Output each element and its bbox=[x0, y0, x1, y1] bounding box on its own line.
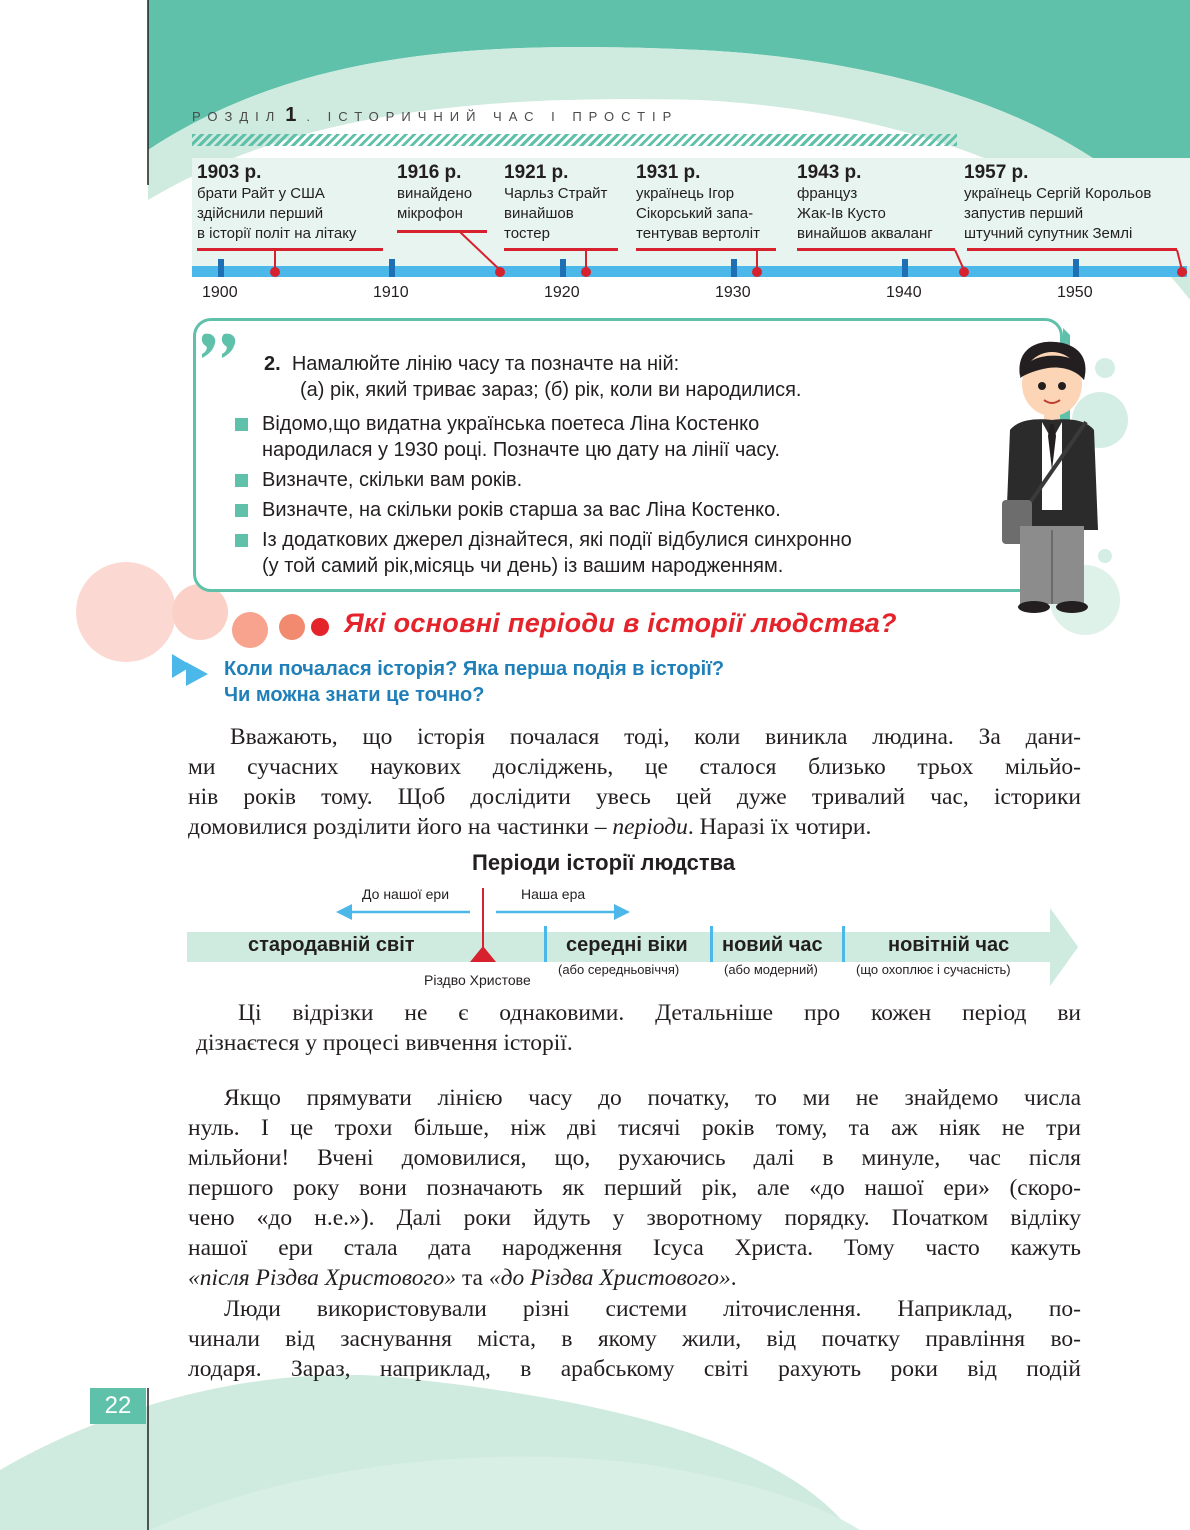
period-divider bbox=[710, 926, 713, 962]
para-emphasis: «після Різдва Христового» bbox=[188, 1265, 457, 1291]
question-line-2: Чи можна знати це точно? bbox=[224, 684, 485, 706]
period-modern: новий час bbox=[722, 934, 823, 956]
para-line: лодаря. Зараз, наприклад, в арабському світі рахують роки від подій bbox=[188, 1356, 1081, 1382]
task-text: Намалюйте лінію часу та позначте на ній: bbox=[291, 353, 680, 375]
period-contemporary: новітній час bbox=[888, 934, 1010, 956]
task-bullet-1a: Відомо,що видатна українська поетеса Ліна Костенко bbox=[262, 413, 760, 435]
decade-label: 1950 bbox=[1057, 284, 1093, 301]
event-text: винайшов акваланг bbox=[797, 225, 933, 242]
para-text: . bbox=[730, 1265, 737, 1291]
event-text: брати Райт у США bbox=[197, 185, 325, 202]
para-line: дізнаєтеся у процесі вивчення історії. bbox=[196, 1030, 573, 1056]
event-text: в історії політ на літаку bbox=[197, 225, 357, 242]
event-text: мікрофон bbox=[397, 205, 463, 222]
para-line: чинали від заснування міста, в якому жили, від початку правління во- bbox=[188, 1326, 1081, 1352]
para-line: нашої ери стала дата народження Ісуса Христа. Тому часто кажуть bbox=[188, 1235, 1081, 1261]
period-contemporary-sub: (що охоплює і сучасність) bbox=[856, 962, 1011, 977]
decade-label: 1940 bbox=[886, 284, 922, 301]
para-line: Вважають, що історія почалася тоді, коли виникла людина. За дани- bbox=[230, 724, 1081, 750]
period-divider bbox=[544, 926, 547, 962]
decade-label: 1910 bbox=[373, 284, 409, 301]
decade-label: 1920 bbox=[544, 284, 580, 301]
para-line: Ці відрізки не є однаковими. Детальніше про кожен період ви bbox=[238, 1000, 1081, 1026]
para-emphasis: «до Різдва Христового» bbox=[488, 1265, 731, 1291]
task-bullet-1b: народилася у 1930 році. Позначте цю дату на лінії часу. bbox=[262, 439, 780, 461]
periods-title: Періоди історії людства bbox=[472, 850, 736, 875]
para-line: чено «до н.е.»). Далі роки йдуть у зворотному порядку. Початком відліку bbox=[188, 1205, 1081, 1231]
period-middle-ages: середні віки bbox=[566, 934, 688, 956]
event-year: 1957 р. bbox=[964, 162, 1029, 183]
paragraph-2 bbox=[196, 998, 1081, 1058]
para-text: . Наразі їх чотири. bbox=[687, 814, 872, 840]
christmas-label: Різдво Христове bbox=[424, 972, 531, 988]
task-bullet-4a: Із додаткових джерел дізнайтеся, які події відбулися синхронно bbox=[262, 529, 852, 551]
event-text: здійснили перший bbox=[197, 205, 324, 222]
task-bullet-2: Визначте, скільки вам років. bbox=[262, 469, 523, 491]
para-text: та bbox=[456, 1265, 489, 1291]
section-title: . ІСТОРИЧНИЙ ЧАС І ПРОСТІР bbox=[306, 109, 679, 124]
section-number: 1 bbox=[285, 104, 297, 126]
event-text: українець Сергій Корольов bbox=[964, 185, 1152, 202]
our-era-label: Наша ера bbox=[521, 886, 586, 902]
para-line: Якщо прямувати лінією часу до початку, то ми не знайдемо числа bbox=[224, 1085, 1081, 1111]
event-text: Сікорський запа- bbox=[636, 205, 754, 222]
decade-label: 1930 bbox=[715, 284, 751, 301]
period-ancient: стародавній світ bbox=[248, 934, 415, 956]
event-text: Чарльз Страйт bbox=[504, 185, 608, 202]
event-text: українець Ігор bbox=[636, 185, 735, 202]
before-era-label: До нашої ери bbox=[362, 886, 450, 902]
event-text: винайшов bbox=[504, 205, 574, 222]
para-line: нів років тому. Щоб дослідити увесь цей дуже тривалий час, історики bbox=[188, 784, 1081, 810]
event-year: 1943 р. bbox=[797, 162, 862, 183]
event-text: запустив перший bbox=[964, 205, 1084, 222]
para-line: Люди використовували різні системи літочислення. Наприклад, по- bbox=[224, 1296, 1081, 1322]
para-line bbox=[188, 1263, 1081, 1293]
section-word: РОЗДІЛ bbox=[192, 109, 282, 124]
question-line-1: Коли почалася історія? Яка перша подія в історії? bbox=[224, 658, 725, 680]
period-middle-ages-sub: (або середньовіччя) bbox=[558, 962, 680, 977]
para-text: домовилися розділити його на частинки – bbox=[188, 814, 613, 840]
section-heading: Які основні періоди в історії людства? bbox=[344, 608, 897, 638]
period-modern-sub: (або модерний) bbox=[724, 962, 818, 977]
para-line: першого року вони позначають як перший рік, але «до нашої ери» (скоро- bbox=[188, 1175, 1081, 1201]
task-line-2: (а) рік, який триває зараз; (б) рік, коли ви народилися. bbox=[300, 379, 802, 401]
para-line: ми сучасних наукових досліджень, це сталося близько трьох мільйо- bbox=[188, 754, 1081, 780]
event-text: штучний супутник Землі bbox=[964, 225, 1133, 242]
paragraph-4 bbox=[188, 1294, 1081, 1384]
event-year: 1903 р. bbox=[197, 162, 262, 183]
task-number: 2. bbox=[264, 353, 281, 375]
period-divider bbox=[842, 926, 845, 962]
paragraph-3 bbox=[188, 1083, 1081, 1293]
event-text: тостер bbox=[504, 225, 550, 242]
event-year: 1916 р. bbox=[397, 162, 462, 183]
para-line: нуль. І це трохи більше, ніж дві тисячі років тому, та аж ніяк не три bbox=[188, 1115, 1081, 1141]
event-text: Жак-Ів Кусто bbox=[797, 205, 886, 222]
page-number: 22 bbox=[90, 1388, 146, 1424]
event-text: француз bbox=[797, 185, 858, 202]
event-text: тентував вертоліт bbox=[636, 225, 760, 242]
event-year: 1931 р. bbox=[636, 162, 701, 183]
task-bullet-4b: (у той самий рік,місяць чи день) із вашим народженням. bbox=[262, 555, 784, 577]
event-year: 1921 р. bbox=[504, 162, 569, 183]
para-emphasis: періоди bbox=[612, 814, 688, 840]
decade-label: 1900 bbox=[202, 284, 238, 301]
para-line: мільйони! Вчені домовилися, що, рухаючись далі в минуле, час після bbox=[188, 1145, 1081, 1171]
event-text: винайдено bbox=[397, 185, 473, 202]
task-bullet-3: Визначте, на скільки років старша за вас Ліна Костенко. bbox=[262, 499, 781, 521]
